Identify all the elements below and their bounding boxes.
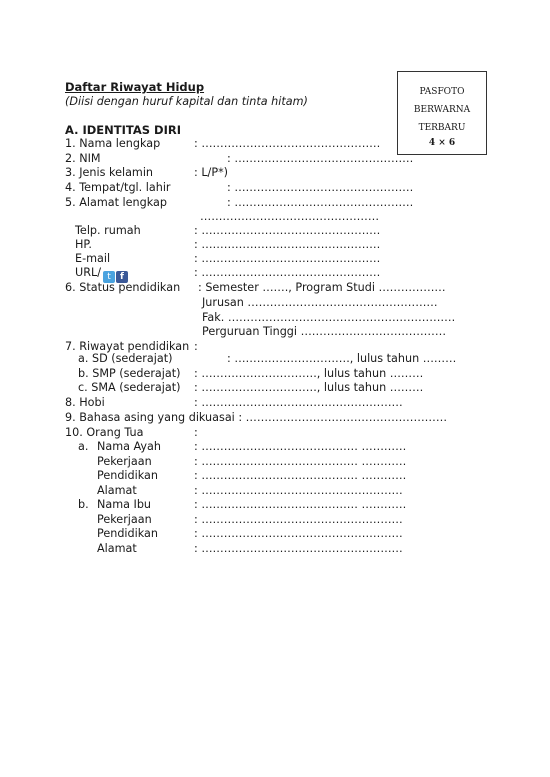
label-nama-ayah: Nama Ayah: [97, 440, 161, 453]
label-status-pendidikan: 6. Status pendidikan: [65, 281, 181, 294]
section-heading-identitas: A. IDENTITAS DIRI: [65, 123, 182, 137]
label-jenis-kelamin: 3. Jenis kelamin: [65, 166, 154, 179]
field-smp[interactable]: : …………………………., lulus tahun ………: [194, 367, 424, 380]
label-ibu-marker: b.: [78, 498, 89, 511]
field-alamat-lengkap[interactable]: : …………………………………………: [227, 196, 414, 209]
label-nim: 2. NIM: [65, 152, 101, 165]
twitter-icon: t: [103, 271, 115, 283]
page-subtitle: (Diisi dengan huruf kapital dan tinta hitam): [65, 95, 308, 108]
field-sd[interactable]: : …………………………., lulus tahun ………: [227, 352, 457, 365]
field-nama-ayah[interactable]: : …………………………………… …………: [194, 440, 407, 453]
label-alamat-ayah: Alamat: [97, 484, 137, 497]
field-perguruan-tinggi[interactable]: Perguruan Tinggi …………………………………: [202, 325, 447, 338]
photo-label-line3: TERBARU: [418, 123, 466, 133]
field-pendidikan-ibu[interactable]: : ………………………………………………: [194, 527, 403, 540]
label-pendidikan-ayah: Pendidikan: [97, 469, 158, 482]
field-pekerjaan-ayah[interactable]: : …………………………………… …………: [194, 455, 407, 468]
field-jurusan[interactable]: Jurusan ……………………………………………: [202, 296, 438, 309]
label-ayah-marker: a.: [78, 440, 89, 453]
riwayat-pendidikan-colon: :: [194, 340, 198, 353]
label-nama-ibu: Nama Ibu: [97, 498, 152, 511]
label-orang-tua: 10. Orang Tua: [65, 426, 144, 439]
field-jenis-kelamin[interactable]: : L/P*): [194, 166, 229, 179]
field-bahasa-asing[interactable]: 9. Bahasa asing yang dikuasai : ………………………………………………: [65, 411, 448, 424]
photo-label-line2: BERWARNA: [413, 105, 471, 115]
label-alamat-ibu: Alamat: [97, 542, 137, 555]
page-title: Daftar Riwayat Hidup: [65, 80, 205, 94]
field-sma[interactable]: : …………………………., lulus tahun ………: [194, 381, 424, 394]
field-alamat-lengkap-line2[interactable]: …………………………………………: [200, 210, 379, 223]
photo-placeholder-box: [397, 71, 487, 155]
facebook-icon: f: [116, 271, 128, 283]
label-sd: a. SD (sederajat): [78, 352, 173, 365]
field-telp-rumah[interactable]: : …………………………………………: [194, 224, 381, 237]
label-nama-lengkap: 1. Nama lengkap: [65, 137, 161, 150]
field-semester-program-studi[interactable]: : Semester ……., Program Studi ………………: [198, 281, 446, 294]
label-pekerjaan-ayah: Pekerjaan: [97, 455, 152, 468]
label-alamat-lengkap: 5. Alamat lengkap: [65, 196, 167, 209]
label-telp-rumah: Telp. rumah: [75, 224, 141, 237]
orang-tua-colon: :: [194, 426, 198, 439]
label-tempat-tgl-lahir: 4. Tempat/tgl. lahir: [65, 181, 171, 194]
label-pekerjaan-ibu: Pekerjaan: [97, 513, 152, 526]
field-alamat-ibu[interactable]: : ………………………………………………: [194, 542, 403, 555]
label-pendidikan-ibu: Pendidikan: [97, 527, 158, 540]
field-tempat-tgl-lahir[interactable]: : …………………………………………: [227, 181, 414, 194]
field-alamat-ayah[interactable]: : ………………………………………………: [194, 484, 403, 497]
field-nama-lengkap[interactable]: : …………………………………………: [194, 137, 381, 150]
label-smp: b. SMP (sederajat): [78, 367, 181, 380]
label-riwayat-pendidikan: 7. Riwayat pendidikan: [65, 340, 190, 353]
field-url[interactable]: : …………………………………………: [194, 266, 381, 279]
photo-label-line1: PASFOTO: [419, 87, 465, 97]
field-nama-ibu[interactable]: : …………………………………… …………: [194, 498, 407, 511]
photo-size-label: 4 × 6: [428, 138, 456, 148]
label-email: E-mail: [75, 252, 111, 265]
field-hp[interactable]: : …………………………………………: [194, 238, 381, 251]
label-url-text: URL/: [75, 266, 101, 279]
field-pendidikan-ayah[interactable]: : …………………………………… …………: [194, 469, 407, 482]
label-hobi: 8. Hobi: [65, 396, 105, 409]
field-nim[interactable]: : …………………………………………: [227, 152, 414, 165]
field-email[interactable]: : …………………………………………: [194, 252, 381, 265]
field-fakultas[interactable]: Fak. …………………………………………………….: [202, 311, 456, 324]
field-pekerjaan-ibu[interactable]: : ………………………………………………: [194, 513, 403, 526]
field-hobi[interactable]: : ………………………………………………: [194, 396, 403, 409]
label-sma: c. SMA (sederajat): [78, 381, 181, 394]
label-hp: HP.: [75, 238, 92, 251]
